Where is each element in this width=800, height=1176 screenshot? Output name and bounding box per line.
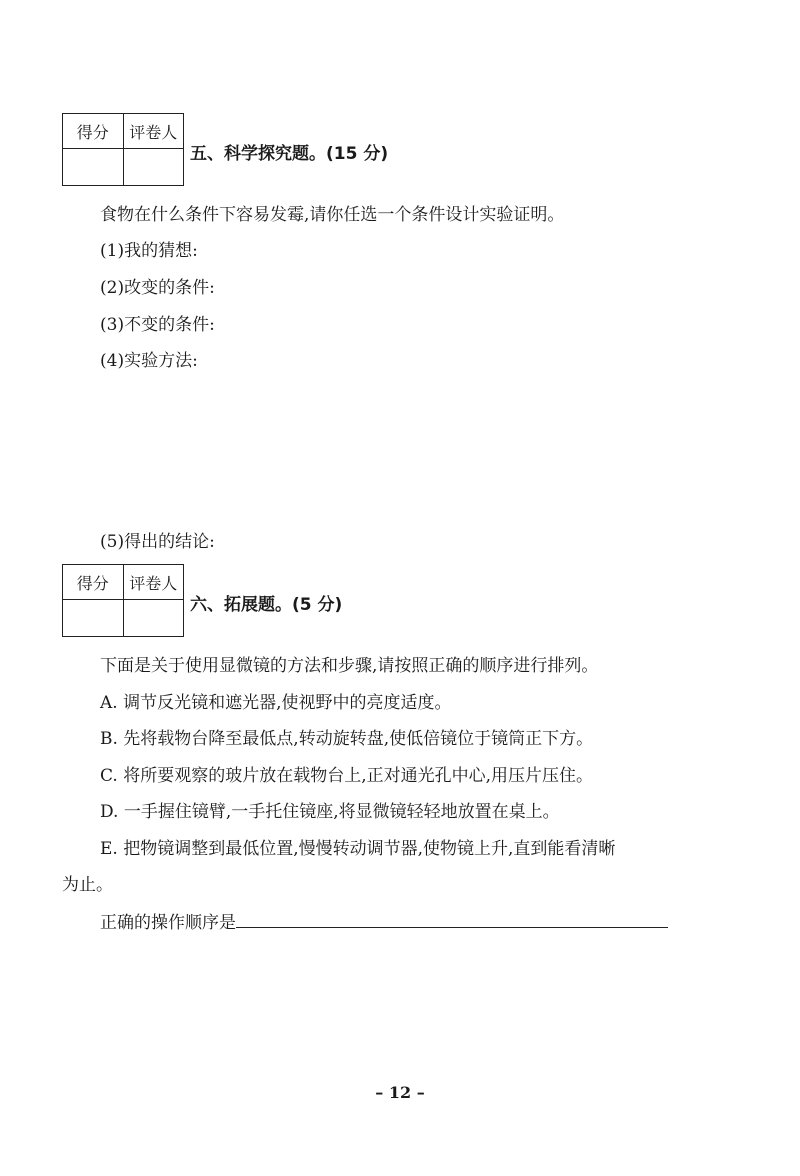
section6-option-d: D. 一手握住镜臂,一手托住镜座,将显微镜轻轻地放置在桌上。: [100, 802, 560, 822]
answer-line: [100, 907, 668, 933]
grader-label: 评卷人: [123, 565, 184, 600]
section5-prompt: 食物在什么条件下容易发霉,请你任选一个条件设计实验证明。: [100, 205, 565, 225]
section6-option-c: C. 将所要观察的玻片放在载物台上,正对通光孔中心,用压片压住。: [100, 766, 594, 786]
grader-label: 评卷人: [123, 114, 184, 149]
section5-item-2: (2)改变的条件:: [100, 278, 215, 298]
score-box-section5: [62, 113, 184, 186]
section6-option-b: B. 先将载物台降至最低点,转动旋转盘,使低倍镜位于镜筒正下方。: [100, 729, 594, 749]
answer-label: 正确的操作顺序是: [100, 913, 236, 933]
answer-blank[interactable]: [236, 907, 668, 928]
section6-option-e: E. 把物镜调整到最低位置,慢慢转动调节器,使物镜上升,直到能看清晰: [100, 839, 616, 859]
grader-cell[interactable]: [123, 600, 184, 637]
section5-item-4: (4)实验方法:: [100, 351, 198, 371]
section5-item-1: (1)我的猜想:: [100, 241, 198, 261]
score-cell[interactable]: [63, 600, 124, 637]
section6-option-e-continuation: 为止。: [62, 875, 113, 895]
grader-cell[interactable]: [123, 149, 184, 186]
section6-prompt: 下面是关于使用显微镜的方法和步骤,请按照正确的顺序进行排列。: [100, 656, 599, 676]
section5-item-5: (5)得出的结论:: [100, 532, 215, 552]
section6-option-a: A. 调节反光镜和遮光器,使视野中的亮度适度。: [100, 693, 452, 713]
page-number: – 12 –: [375, 1083, 425, 1102]
score-label: 得分: [63, 565, 124, 600]
score-cell[interactable]: [63, 149, 124, 186]
score-box-section6: [62, 564, 184, 637]
section5-item-3: (3)不变的条件:: [100, 315, 215, 335]
score-label: 得分: [63, 114, 124, 149]
section5-title: 五、科学探究题。(15 分): [190, 144, 389, 164]
section6-title: 六、拓展题。(5 分): [190, 595, 343, 615]
